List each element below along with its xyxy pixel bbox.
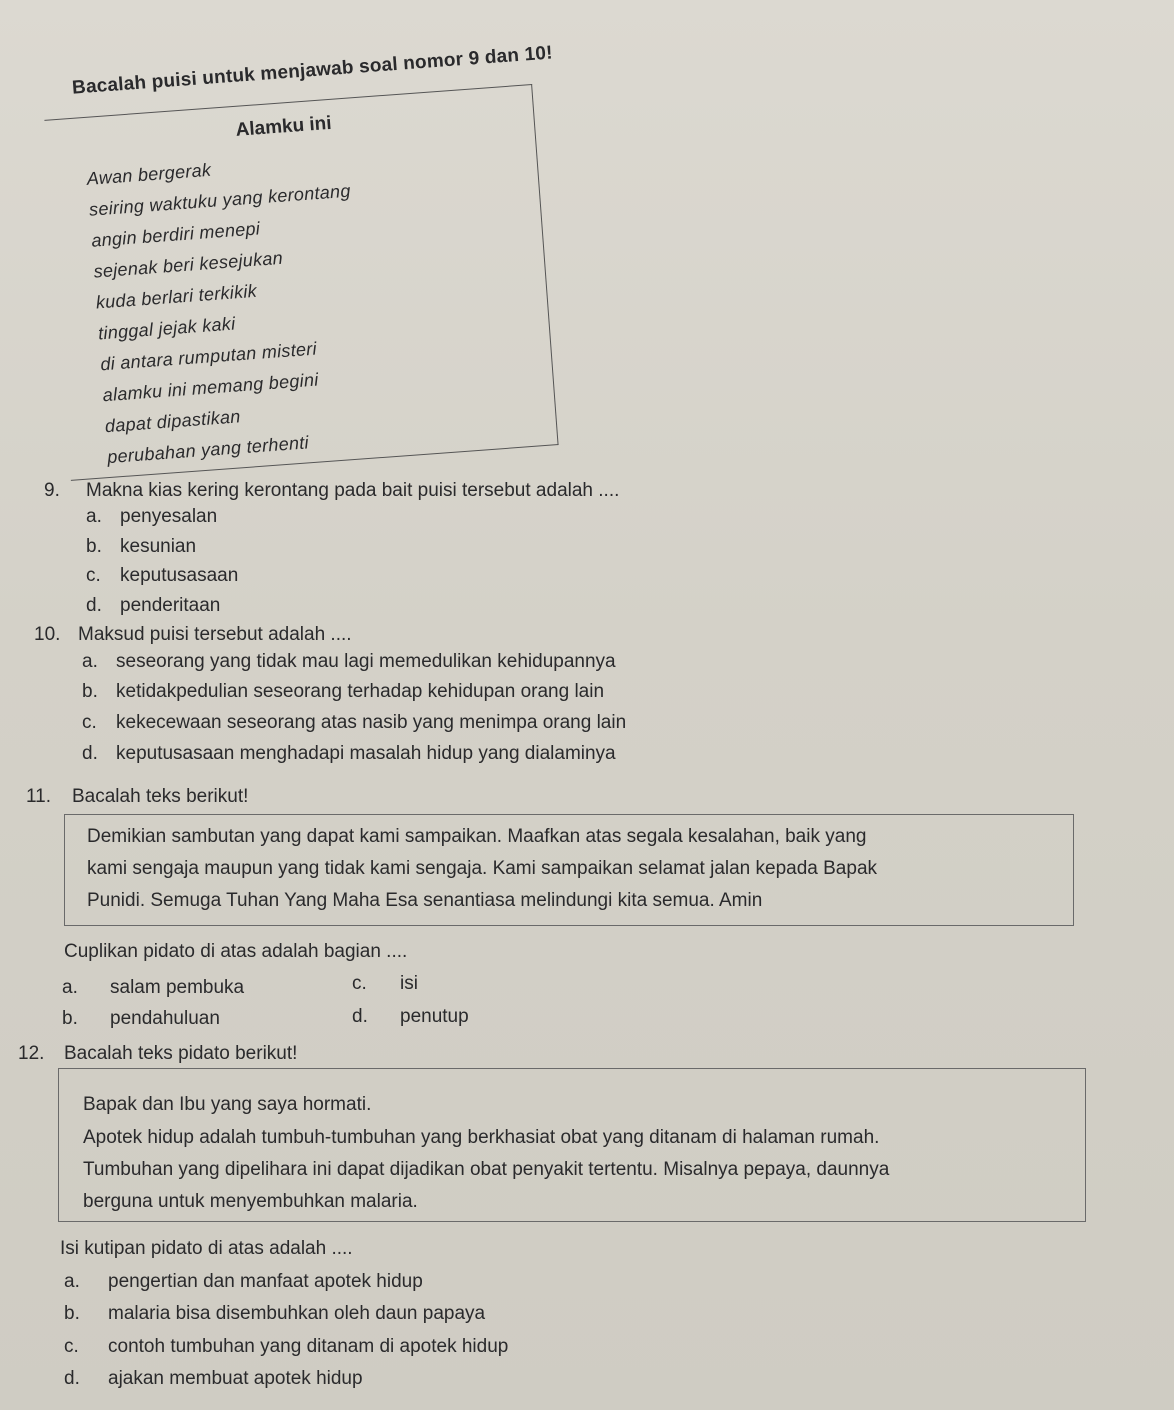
poem-line: tinggal jejak kaki [97, 313, 237, 344]
passage-line: berguna untuk menyembuhkan malaria. [83, 1191, 418, 1212]
q10-option-a[interactable] [82, 651, 616, 673]
question-12 [18, 1043, 297, 1065]
q11-passage-box [64, 814, 1074, 926]
option-letter: b. [82, 681, 98, 702]
poem-line: perubahan yang terhenti [106, 432, 310, 468]
poem-line: angin berdiri menepi [90, 218, 261, 251]
question-11 [26, 786, 248, 808]
poem-title: Alamku ini [234, 112, 333, 141]
q12-passage-box [58, 1068, 1086, 1222]
option-letter: c. [64, 1336, 79, 1357]
passage-line: Demikian sambutan yang dapat kami sampaikan. Maafkan atas segala kesalahan, baik yang [87, 826, 867, 847]
option-letter: d. [82, 743, 98, 764]
option-letter: d. [64, 1368, 80, 1389]
q11-option-d[interactable] [352, 1006, 469, 1028]
passage-line: Tumbuhan yang dipelihara ini dapat dijadikan obat penyakit tertentu. Misalnya pepaya, daunnya [83, 1159, 890, 1180]
q9-option-c[interactable] [86, 565, 238, 587]
option-letter: a. [62, 977, 78, 998]
q11-option-b[interactable] [62, 1008, 220, 1030]
option-text: ketidakpedulian seseorang terhadap kehidupan orang lain [116, 681, 605, 702]
option-letter: d. [86, 595, 102, 616]
option-text: contoh tumbuhan yang ditanam di apotek hidup [108, 1336, 509, 1357]
question-number: 12. [18, 1043, 45, 1064]
question-number: 11. [26, 786, 52, 807]
question-text: Makna kias kering kerontang pada bait puisi tersebut adalah .... [86, 480, 620, 501]
option-letter: c. [352, 973, 367, 994]
option-letter: c. [82, 712, 97, 733]
option-letter: b. [86, 536, 102, 557]
option-text: seseorang yang tidak mau lagi memedulikan kehidupannya [116, 651, 616, 672]
q10-option-d[interactable] [82, 743, 616, 765]
option-letter: c. [86, 565, 101, 586]
poem-line: alamku ini memang begini [101, 369, 320, 406]
q9-option-a[interactable] [86, 506, 217, 528]
question-text: Bacalah teks berikut! [72, 786, 249, 807]
question-text: Maksud puisi tersebut adalah .... [78, 624, 352, 645]
option-letter: d. [352, 1006, 368, 1027]
option-text: ajakan membuat apotek hidup [108, 1368, 363, 1389]
question-text: Bacalah teks pidato berikut! [64, 1043, 298, 1064]
q12-question: Isi kutipan pidato di atas adalah .... [60, 1238, 353, 1259]
option-text: pendahuluan [110, 1008, 220, 1029]
option-text: pengertian dan manfaat apotek hidup [108, 1271, 423, 1292]
q9-option-b[interactable] [86, 536, 196, 558]
q12-option-a[interactable] [64, 1271, 423, 1293]
q12-option-c[interactable] [64, 1336, 508, 1358]
q11-option-c[interactable] [352, 973, 418, 995]
q11-question: Cuplikan pidato di atas adalah bagian .... [64, 941, 408, 962]
option-text: kekecewaan seseorang atas nasib yang menimpa orang lain [116, 712, 627, 733]
question-9 [44, 480, 619, 502]
q11-option-a[interactable] [62, 977, 244, 999]
poem-line: seiring waktuku yang kerontang [88, 180, 352, 220]
passage-line: Bapak dan Ibu yang saya hormati. [83, 1094, 372, 1115]
option-letter: a. [86, 506, 102, 527]
option-text: salam pembuka [110, 977, 245, 998]
question-number: 9. [44, 480, 60, 501]
q12-option-d[interactable] [64, 1368, 363, 1390]
option-text: penyesalan [120, 506, 218, 527]
option-letter: b. [62, 1008, 78, 1029]
q9-option-d[interactable] [86, 595, 220, 617]
option-text: keputusasaan menghadapi masalah hidup yang dialaminya [116, 743, 616, 764]
option-letter: a. [82, 651, 98, 672]
option-text: malaria bisa disembuhkan oleh daun papaya [108, 1303, 486, 1324]
poem-section [40, 22, 589, 469]
option-text: keputusasaan [120, 565, 239, 586]
passage-line: Punidi. Semuga Tuhan Yang Maha Esa senantiasa melindungi kita semua. Amin [87, 890, 763, 911]
option-text: penderitaan [120, 595, 221, 616]
poem-line: sejenak beri kesejukan [92, 247, 284, 282]
poem-line: dapat dipastikan [104, 406, 242, 437]
poem-instruction: Bacalah puisi untuk menjawab soal nomor 9 dan 10! [71, 42, 554, 99]
poem-line: Awan bergerak [86, 159, 212, 189]
question-number: 10. [34, 624, 61, 645]
option-text: isi [400, 973, 418, 994]
question-10 [34, 624, 352, 646]
passage-line: kami sengaja maupun yang tidak kami sengaja. Kami sampaikan selamat jalan kepada Bapak [87, 858, 878, 879]
passage-line: Apotek hidup adalah tumbuh-tumbuhan yang berkhasiat obat yang ditanam di halaman rumah. [83, 1127, 880, 1148]
poem-line: di antara rumputan misteri [99, 338, 318, 375]
option-letter: a. [64, 1271, 80, 1292]
q10-option-b[interactable] [82, 681, 604, 703]
option-letter: b. [64, 1303, 80, 1324]
q10-option-c[interactable] [82, 712, 626, 734]
poem-line: kuda berlari terkikik [95, 280, 258, 313]
option-text: penutup [400, 1006, 469, 1027]
q12-option-b[interactable] [64, 1303, 485, 1325]
option-text: kesunian [120, 536, 197, 557]
